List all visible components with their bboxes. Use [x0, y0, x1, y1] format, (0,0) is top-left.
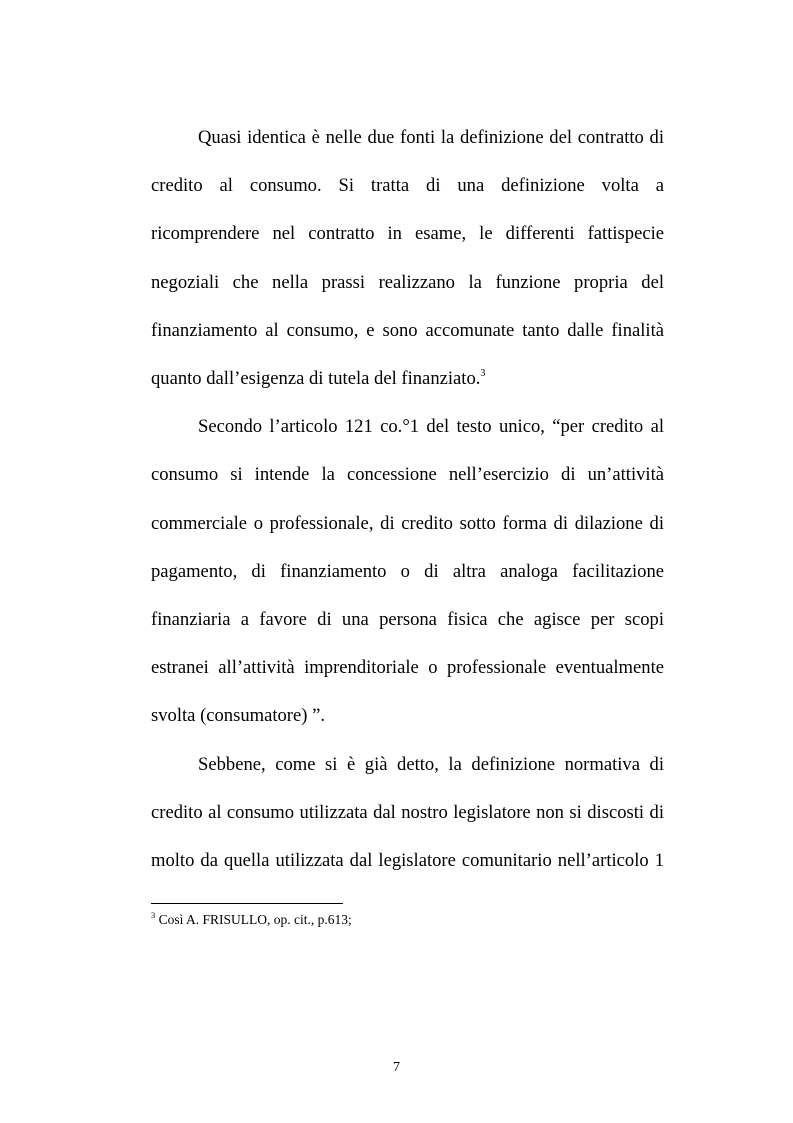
- body-text: [151, 114, 664, 885]
- paragraph-1-text: Quasi identica è nelle due fonti la definizione del contratto di credito al consumo. Si tratta di una definizione volta a ricomprendere nel contratto in esame, le differenti fattispecie negoziali che nella prassi realizzano la funzione propria del finanziamento al consumo, e sono accomunate tanto dalle finalità quanto dall’esigenza di tutela del finanziato.: [151, 127, 664, 390]
- footnote-text: Così A. FRISULLO, op. cit., p.613;: [155, 912, 352, 927]
- footnote: [151, 912, 352, 928]
- paragraph-2-text: Secondo l’articolo 121 co.°1 del testo unico, “per credito al consumo si intende la concessione nell’esercizio di un’attività commerciale o professionale, di credito sotto forma di dilazione di pagamento, di finanziamento o di altra analoga facilitazione finanziaria a favore di una persona fisica che agisce per scopi estranei all’attività imprenditoriale o professionale eventualmente svolta (consumatore) ”.: [151, 416, 664, 727]
- paragraph-3-text: Sebbene, come si è già detto, la definizione normativa di credito al consumo utilizzata dal nostro legislatore non si discosti di molto da quella utilizzata dal legislatore comunitario nell’articolo 1: [151, 753, 664, 872]
- paragraph-3: [151, 741, 664, 886]
- footnote-separator: [151, 903, 343, 904]
- paragraph-1: [151, 114, 664, 403]
- footnote-number: 3: [151, 910, 156, 920]
- paragraph-2: [151, 403, 664, 740]
- footnote-reference[interactable]: 3: [480, 368, 486, 380]
- page-number: 7: [393, 1060, 400, 1075]
